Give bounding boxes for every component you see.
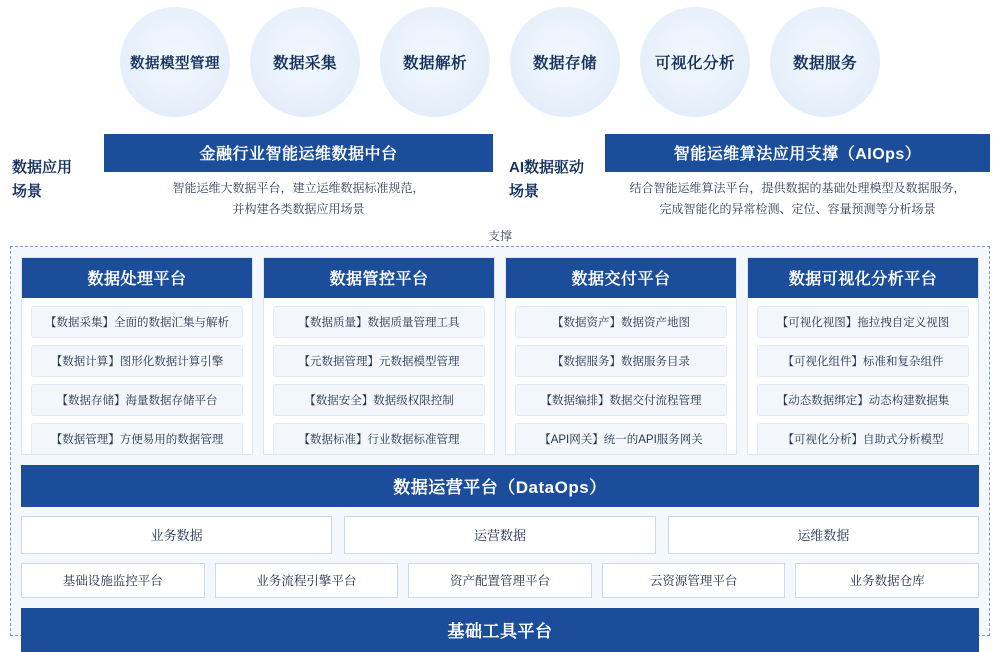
platform-item-list <box>506 298 736 463</box>
scenario-side-label-line1: AI数据驱动 <box>509 159 585 176</box>
bubble-data-storage <box>510 7 620 117</box>
list-item: 【数据安全】数据级权限控制 <box>273 384 485 416</box>
scenario-band <box>10 134 990 226</box>
bubble-label: 可视化分析 <box>654 55 735 72</box>
list-item: 【数据服务】数据服务目录 <box>515 345 727 377</box>
bubble-data-parsing <box>380 7 490 117</box>
platform-title: 数据可视化分析平台 <box>748 258 978 298</box>
scenario-side-label <box>507 134 605 226</box>
support-connector-label: 支撑 <box>487 229 512 243</box>
list-item: 【可视化分析】自助式分析模型 <box>757 423 969 455</box>
tool-platform-row <box>21 563 979 598</box>
data-domain-operations: 运营数据 <box>344 516 655 554</box>
tool-platform-infrastructure-monitoring: 基础设施监控平台 <box>21 563 205 598</box>
data-domain-business: 业务数据 <box>21 516 332 554</box>
tool-platform-business-process-engine: 业务流程引擎平台 <box>215 563 399 598</box>
scenario-side-label <box>10 134 104 226</box>
platform-data-governance <box>263 257 495 455</box>
data-domain-maintenance: 运维数据 <box>668 516 979 554</box>
platform-title: 数据处理平台 <box>22 258 252 298</box>
tool-platform-asset-configuration: 资产配置管理平台 <box>408 563 592 598</box>
bubble-label: 数据服务 <box>792 55 857 72</box>
bubble-label: 数据存储 <box>532 55 597 72</box>
list-item: 【API网关】统一的API服务网关 <box>515 423 727 455</box>
scenario-description-line2: 并构建各类数据应用场景 <box>232 202 365 216</box>
platform-item-list <box>748 298 978 463</box>
top-capability-bubbles <box>0 6 1000 118</box>
scenario-description-line1: 结合智能运维算法平台，提供数据的基础处理模型及数据服务， <box>629 181 966 195</box>
list-item: 【元数据管理】元数据模型管理 <box>273 345 485 377</box>
platform-row <box>21 257 979 455</box>
platform-title: 数据管控平台 <box>264 258 494 298</box>
bubble-data-collection <box>250 7 360 117</box>
dataops-platform-title: 数据运营平台（DataOps） <box>21 465 979 507</box>
bubble-visual-analysis <box>640 7 750 117</box>
bubble-data-model-management <box>120 7 230 117</box>
list-item: 【数据采集】全面的数据汇集与解析 <box>31 306 243 338</box>
tool-platform-cloud-resource: 云资源管理平台 <box>602 563 786 598</box>
platform-data-visualization <box>747 257 979 455</box>
list-item: 【数据管理】方便易用的数据管理 <box>31 423 243 455</box>
scenario-description-line2: 完成智能化的异常检测、定位、容量预测等分析场景 <box>659 202 936 216</box>
platform-data-delivery <box>505 257 737 455</box>
scenario-body <box>605 134 990 226</box>
scenario-description <box>605 172 990 226</box>
platform-item-list <box>22 298 252 463</box>
platform-item-list <box>264 298 494 463</box>
list-item: 【数据资产】数据资产地图 <box>515 306 727 338</box>
platform-stack-container <box>10 246 990 641</box>
list-item: 【可视化组件】标准和复杂组件 <box>757 345 969 377</box>
scenario-side-label-line1: 数据应用 <box>12 159 73 176</box>
scenario-title: 金融行业智能运维数据中台 <box>104 134 493 172</box>
list-item: 【数据质量】数据质量管理工具 <box>273 306 485 338</box>
bubble-label: 数据模型管理 <box>130 55 220 72</box>
bubble-data-service <box>770 7 880 117</box>
bubble-label: 数据解析 <box>402 55 467 72</box>
scenario-description <box>104 172 493 226</box>
list-item: 【数据存储】海量数据存储平台 <box>31 384 243 416</box>
scenario-side-label-line2: 场景 <box>12 183 43 200</box>
platform-title: 数据交付平台 <box>506 258 736 298</box>
scenario-title: 智能运维算法应用支撑（AIOps） <box>605 134 990 172</box>
scenario-ai-data-driven <box>507 134 990 226</box>
scenario-description-line1: 智能运维大数据平台，建立运维数据标准规范， <box>172 181 425 195</box>
list-item: 【动态数据绑定】动态构建数据集 <box>757 384 969 416</box>
list-item: 【数据标准】行业数据标准管理 <box>273 423 485 455</box>
scenario-body <box>104 134 493 226</box>
bubble-label: 数据采集 <box>272 55 337 72</box>
platform-data-processing <box>21 257 253 455</box>
list-item: 【可视化视图】拖拉拽自定义视图 <box>757 306 969 338</box>
list-item: 【数据编排】数据交付流程管理 <box>515 384 727 416</box>
scenario-data-application <box>10 134 493 226</box>
scenario-side-label-line2: 场景 <box>509 183 540 200</box>
base-tool-platform-title: 基础工具平台 <box>21 608 979 652</box>
data-domain-row <box>21 516 979 554</box>
tool-platform-business-data-warehouse: 业务数据仓库 <box>795 563 979 598</box>
list-item: 【数据计算】图形化数据计算引擎 <box>31 345 243 377</box>
